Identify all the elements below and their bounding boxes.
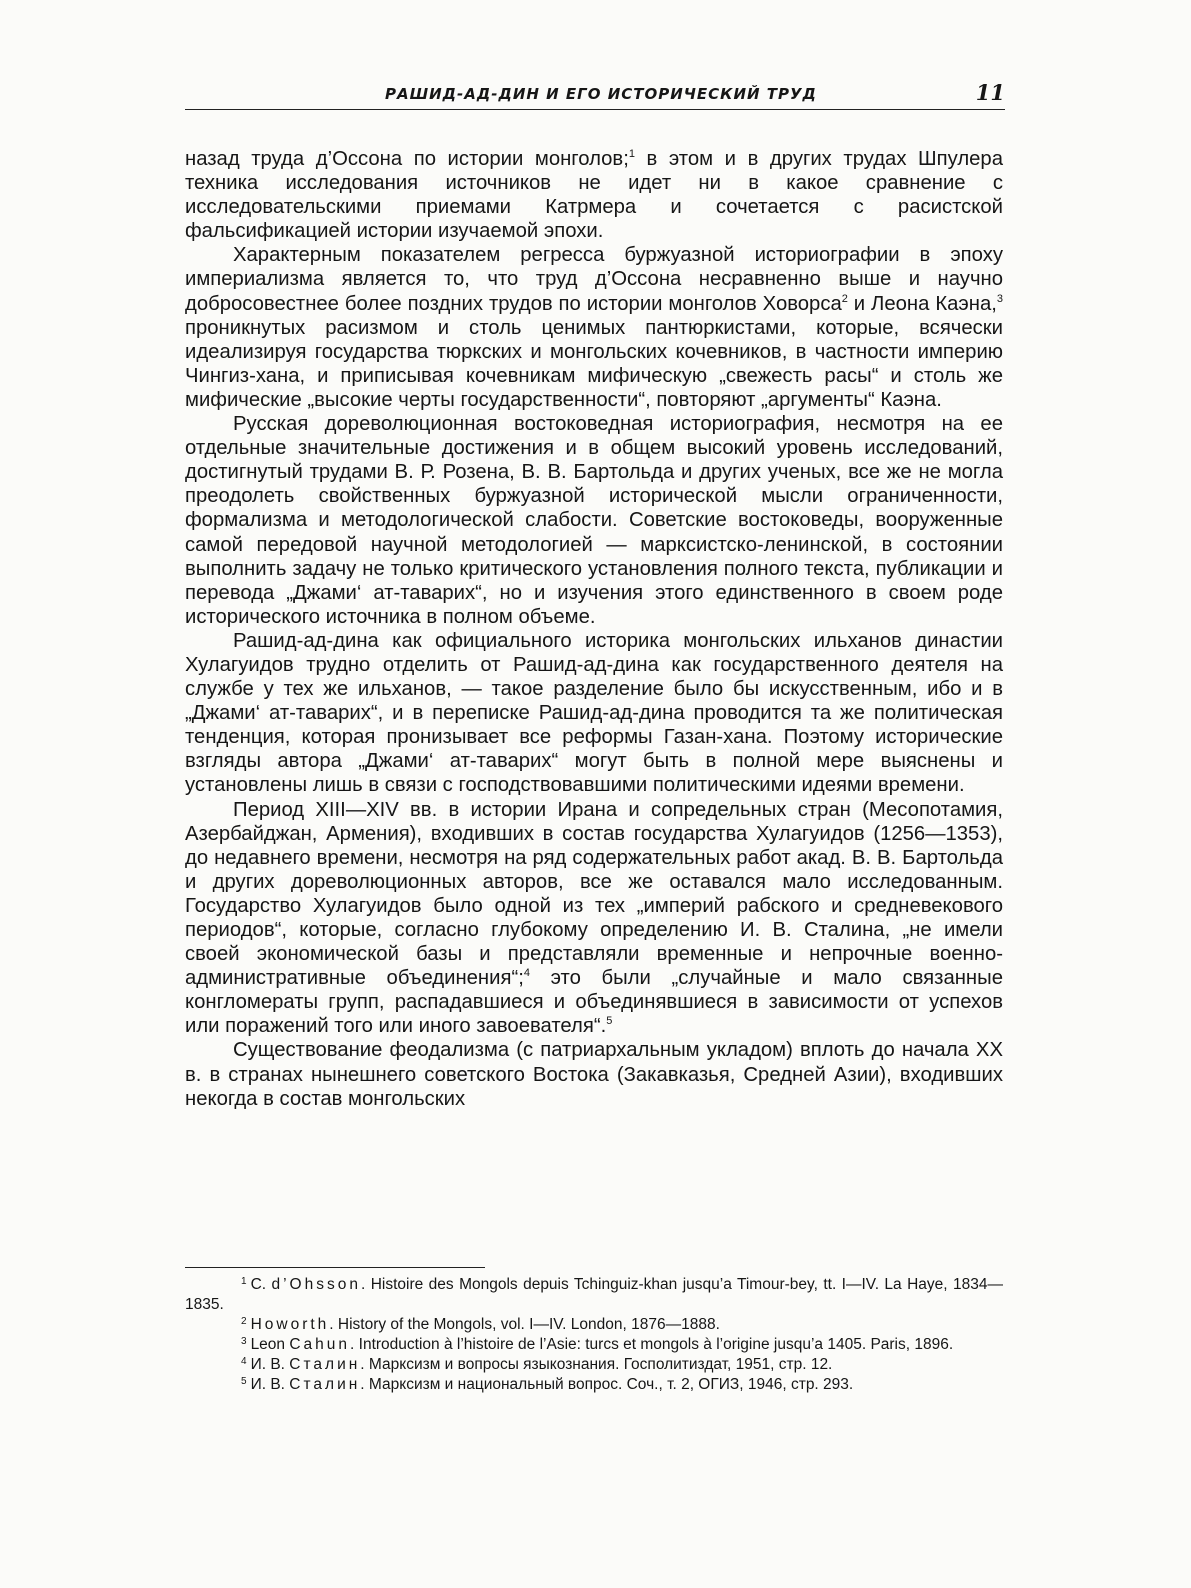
footnote-ref-2: 2: [841, 292, 848, 305]
paragraph-2: Характерным показателем регресса буржуазной историографии в эпоху империализма является то, что труд д’Оссона несравненно выше и научно добросовестнее более поздних трудов по истории монголов Ховорса$^2$ и Леона Каэна,$^3$ проникнутых расизмом и столь ценимых пантюркистами, которые, всячески идеализируя государства тюркских и монгольских кочевников, в частности империю Чингиз-хана, и приписывая кочевникам мифическую „свежесть расы“ и столь же мифические „высокие черты государственности“, повторяют „аргументы“ Каэна.: [185, 244, 1004, 411]
paragraph-3: Русская дореволюционная востоковедная историография, несмотря на ее отдельные значительные достижения и в общем высокий уровень исследований, достигнутый трудами В. Р. Розена, В. В. Бартольда и других ученых, все же не могла преодолеть свойственных буржуазной исторической мысли ограниченности, формализма и методологической слабости. Советские востоковеды, вооруженные самой передовой научной методологией — марксистско-ленинской, в состоянии выполнить задачу не только критического установления полного текста, публикации и перевода „Джами‘ ат-таварих“, но и изучения этого единственного в своем роде исторического источника в полном объеме.: [185, 413, 1003, 628]
header-rule: [185, 109, 1005, 110]
footnote-number: 1: [241, 1276, 247, 1287]
footnote-author: d’Ohsson: [271, 1276, 361, 1293]
footnote-number: 2: [241, 1316, 247, 1327]
footnote-author: Сталин: [289, 1356, 361, 1373]
footnote-5: $^5$ И. В. Сталин. Марксизм и национальный вопрос. Соч., т. 2, ОГИЗ, 1946, стр. 293.: [241, 1376, 854, 1393]
page-header: [185, 80, 1005, 110]
footnote-1: $^1$ C. d’Ohsson. Histoire des Mongols depuis Tchinguiz-khan jusqu’a Timour-bey, tt. I—IV. La Haye, 1834—1835.: [185, 1276, 1003, 1313]
footnote-ref-5: 5: [606, 1015, 613, 1028]
footnote-4: $^4$ И. В. Сталин. Марксизм и вопросы языкознания. Госполитиздат, 1951, стр. 12.: [241, 1356, 833, 1373]
paragraph-6: Существование феодализма (с патриархальным укладом) вплоть до начала XX в. в странах нынешнего советского Востока (Закавказья, Средней Азии), входивших некогда в состав монгольских: [185, 1039, 1003, 1110]
footnote-ref-3: 3: [996, 292, 1004, 305]
footnote-number: 5: [241, 1376, 247, 1387]
paragraph-1: назад труда д’Оссона по истории монголов;$^1$ в этом и в других трудах Шпулера техника исследования источников не идет ни в какое сравнение с исследовательскими приемами Катрмера и сочетается с расистской фальсификацией истории изучаемой эпохи.: [185, 148, 1003, 243]
footnote-number: 4: [241, 1356, 247, 1367]
footnote-rule: [185, 1267, 485, 1268]
footnote-2: $^2$ Howorth. History of the Mongols, vol. I—IV. London, 1876—1888.: [241, 1316, 720, 1333]
page-number: 11: [975, 80, 1005, 105]
footnote-ref-4: 4: [523, 967, 530, 980]
footnote-3: $^3$ Leon Cahun. Introduction à l’histoire de l’Asie: turcs et mongols à l’origine jusqu’a 1405. Paris, 1896.: [241, 1336, 954, 1353]
footnote-ref-1: 1: [628, 148, 635, 160]
footnotes: [185, 1275, 1003, 1395]
footnote-author: Cahun: [289, 1336, 351, 1353]
footnote-number: 3: [241, 1336, 247, 1347]
paragraph-5: Период XIII—XIV вв. в истории Ирана и сопредельных стран (Месопотамия, Азербайджан, Армения), входивших в состав государства Хулагуидов (1256—1353), до недавнего времени, несмотря на ряд содержательных работ акад. В. В. Бартольда и других дореволюционных авторов, все же оставался мало исследованным. Государство Хулагуидов было одной из тех „империй рабского и средневекового периодов“, которые, согласно глубокому определению И. В. Сталина, „не имели своей экономической базы и представляли временные и непрочные военно-административные объединения“;$^4$ это были „случайные и мало связанные конгломераты групп, распадавшиеся и объединявшиеся в зависимости от успехов или поражений того или иного завоевателя“.$^5$: [185, 798, 1003, 1038]
main-text: [185, 147, 1003, 1111]
running-title: РАШИД-АД-ДИН И ЕГО ИСТОРИЧЕСКИЙ ТРУД: [385, 85, 817, 103]
footnote-author: Сталин: [289, 1376, 361, 1393]
paragraph-4: Рашид-ад-дина как официального историка монгольских ильханов династии Хулагуидов трудно отделить от Рашид-ад-дина как государственного деятеля на службе у тех же ильханов, — такое разделение было бы искусственным, ибо и в „Джами‘ ат-таварих“, и в переписке Рашид-ад-дина проводится та же политическая тенденция, которая пронизывает все реформы Газан-хана. Поэтому исторические взгляды автора „Джами‘ ат-таварих“ могут быть в полной мере выяснены и установлены лишь в связи с господствовавшими политическими идеями времени.: [185, 629, 1003, 797]
footnote-author: Howorth: [250, 1316, 330, 1333]
